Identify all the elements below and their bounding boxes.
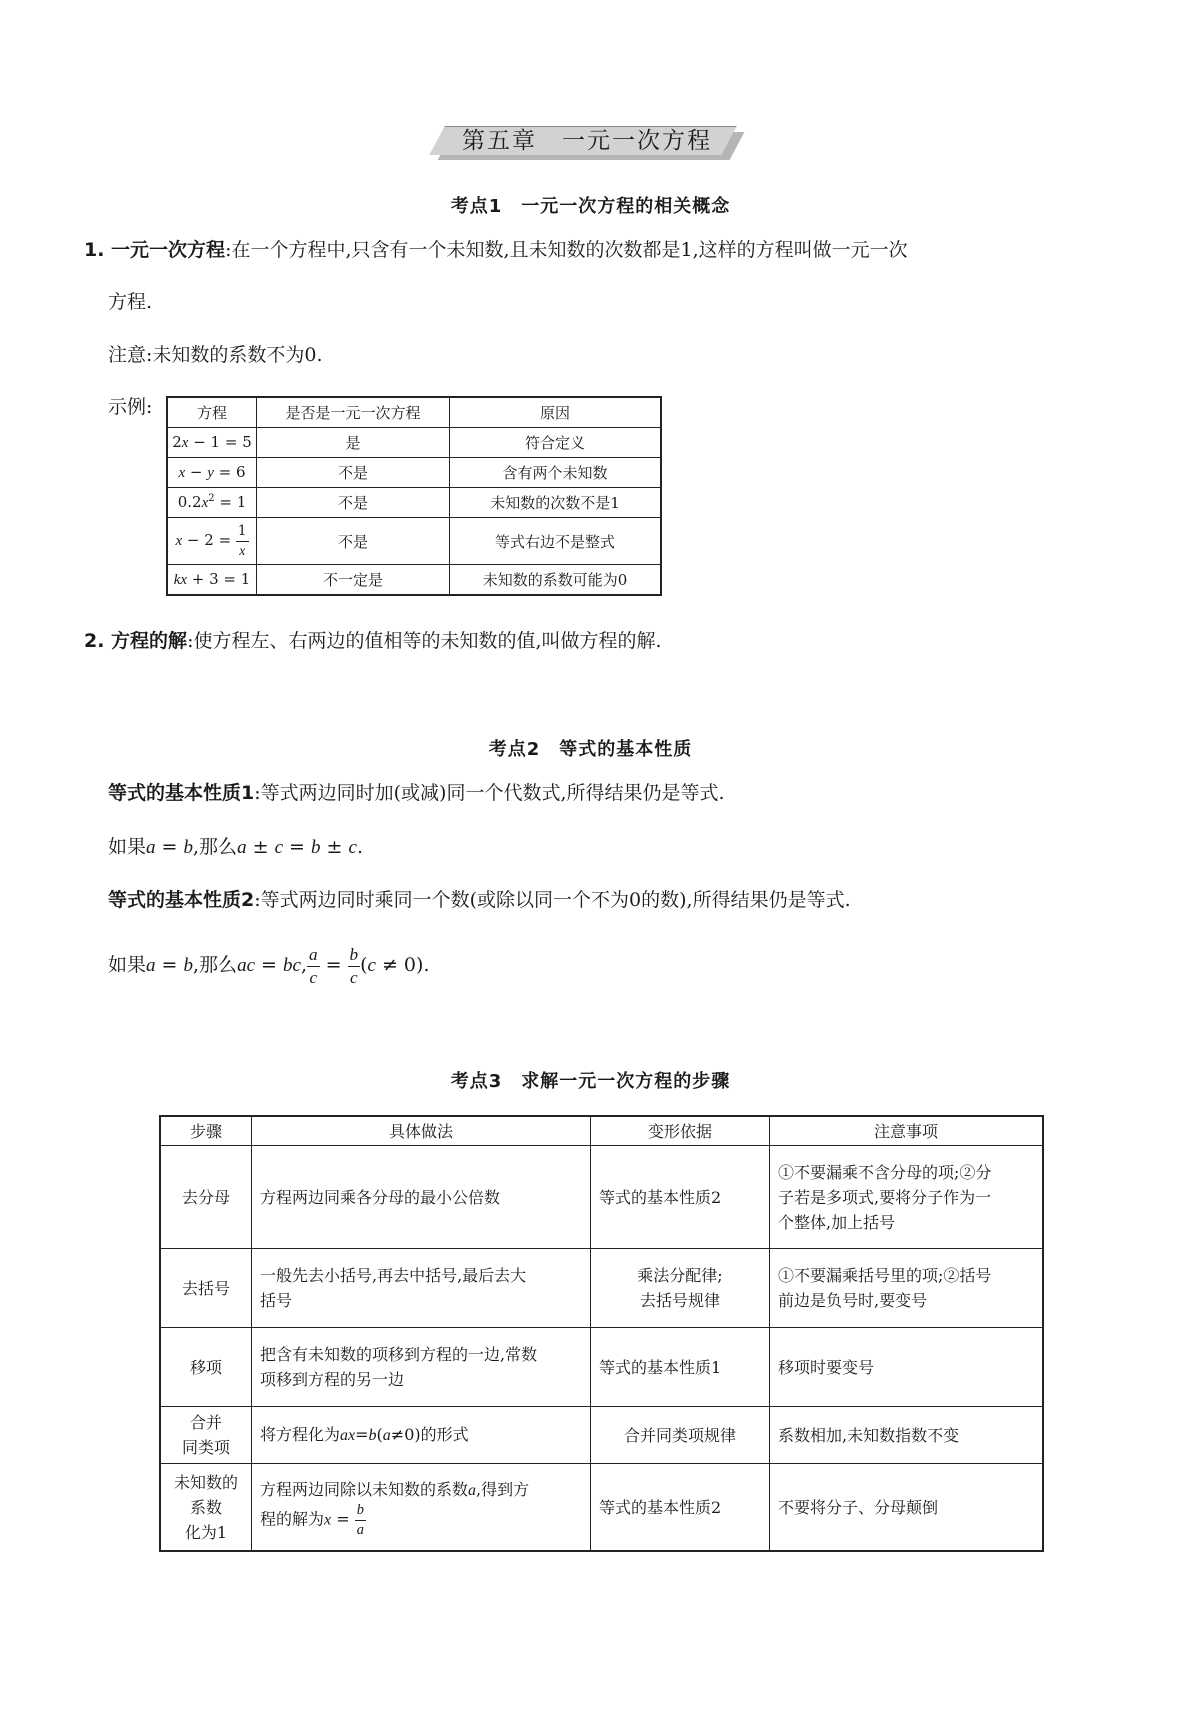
method-line: 项移到方程的另一边	[260, 1370, 405, 1389]
note-cell: 不要将分子、分母颠倒	[770, 1464, 1044, 1552]
step-cell	[160, 1407, 252, 1464]
note-line: 子若是多项式,要将分子作为一	[778, 1187, 992, 1207]
chapter-banner	[437, 126, 737, 160]
basis-cell: 等式的基本性质2	[591, 1146, 770, 1249]
formula: ax	[340, 1427, 356, 1444]
table-row	[167, 488, 661, 518]
step-cell	[160, 1464, 252, 1552]
note-cell: 移项时要变号	[770, 1328, 1044, 1407]
method-line: 一般先去小括号,再去中括号,最后去大	[260, 1266, 527, 1285]
table-row	[167, 458, 661, 488]
reason-cell: 符合定义	[450, 428, 662, 458]
note-line: 前边是负号时,要变号	[778, 1291, 928, 1310]
table-row	[160, 1146, 1043, 1249]
equation-cell: 2x − 1 = 5	[167, 428, 257, 458]
note-line: 个整体,加上括号	[778, 1212, 896, 1232]
header-cell: 步骤	[160, 1116, 252, 1146]
property2-text: :等式两边同时乘同一个数(或除以同一个不为0的数),所得结果仍是等式.	[254, 889, 851, 911]
solution-paragraph	[84, 628, 662, 654]
definition-label: 1. 一元一次方程	[84, 239, 226, 261]
header-cell: 具体做法	[252, 1116, 591, 1146]
basis-line: 乘法分配律;	[637, 1266, 723, 1285]
is-cell: 不是	[257, 458, 450, 488]
note-cell	[770, 1146, 1044, 1249]
equation-cell: x − y = 6	[167, 458, 257, 488]
solution-label: 2. 方程的解	[84, 630, 188, 652]
note-line: ①不要漏乘不含分母的项;②分	[778, 1162, 992, 1182]
step-cell: 移项	[160, 1328, 252, 1407]
property2-paragraph	[108, 887, 851, 913]
step-cell: 去括号	[160, 1249, 252, 1328]
reason-cell: 未知数的系数可能为0	[450, 565, 662, 596]
reason-cell: 等式右边不是整式	[450, 518, 662, 565]
header-cell: 变形依据	[591, 1116, 770, 1146]
table-row	[167, 518, 661, 565]
basis-line: 去括号规律	[639, 1291, 720, 1310]
equation-cell: kx + 3 = 1	[167, 565, 257, 596]
definition-paragraph	[84, 237, 908, 263]
table-row	[160, 1249, 1043, 1328]
basis-cell: 等式的基本性质2	[591, 1464, 770, 1552]
method-line: ,得到方	[476, 1480, 530, 1500]
step-line: 合并	[189, 1413, 222, 1432]
note-line: ①不要漏乘括号里的项;②括号	[778, 1266, 992, 1285]
step-line: 化为1	[184, 1522, 228, 1542]
method-cell: 方程两边同乘各分母的最小公倍数	[252, 1146, 591, 1249]
method-line: 方程两边同除以未知数的系数	[260, 1480, 469, 1500]
property1-text: :等式两边同时加(或减)同一个代数式,所得结果仍是等式.	[254, 782, 725, 804]
is-cell: 是	[257, 428, 450, 458]
example-label: 示例:	[108, 396, 153, 418]
equation-cell: $0.2x^2 = 1$	[167, 488, 257, 518]
basis-cell	[591, 1249, 770, 1328]
table-header-row	[167, 397, 661, 428]
equation-cell: x − 2 = $\frac{1}{x}$	[167, 518, 257, 565]
definition-continued: 方程.	[108, 291, 153, 313]
property1-formula: 如果a = b,那么a ± c = b ± c.	[108, 836, 363, 858]
is-cell: 不是	[257, 488, 450, 518]
table-row	[160, 1328, 1043, 1407]
note-text: 注意:未知数的系数不为0.	[108, 344, 323, 366]
note-cell: 系数相加,未知数指数不变	[770, 1407, 1044, 1464]
header-cell: 注意事项	[770, 1116, 1044, 1146]
note-cell	[770, 1249, 1044, 1328]
table-row	[160, 1464, 1043, 1552]
header-cell: 原因	[450, 397, 662, 428]
step-cell: 去分母	[160, 1146, 252, 1249]
header-cell: 方程	[167, 397, 257, 428]
property2-label: 等式的基本性质2	[108, 889, 255, 911]
solution-text: :使方程左、右两边的值相等的未知数的值,叫做方程的解.	[187, 630, 662, 652]
property1-label: 等式的基本性质1	[108, 782, 255, 804]
step-line: 同类项	[181, 1438, 230, 1457]
method-cell	[252, 1328, 591, 1407]
property1-paragraph	[108, 780, 725, 806]
section2-heading: 考点2 等式的基本性质	[488, 739, 693, 760]
basis-cell: 等式的基本性质1	[591, 1328, 770, 1407]
table-header-row	[160, 1116, 1043, 1146]
method-text: 将方程化为	[260, 1425, 341, 1444]
method-cell: 方程两边同除以未知数的系数a,得到方 程的解为x = $\frac{b}{a}$	[252, 1464, 591, 1552]
step-line: 系数	[189, 1497, 222, 1517]
reason-cell: 含有两个未知数	[450, 458, 662, 488]
is-cell: 不一定是	[257, 565, 450, 596]
step-line: 未知数的	[173, 1472, 238, 1492]
method-cell: 将方程化为ax=b(a≠0)的形式	[252, 1407, 591, 1464]
basis-cell: 合并同类项规律	[591, 1407, 770, 1464]
chapter-title: 第五章 一元一次方程	[462, 128, 712, 154]
header-cell: 是否是一元一次方程	[257, 397, 450, 428]
method-line: 括号	[260, 1291, 293, 1310]
reason-cell: 未知数的次数不是1	[450, 488, 662, 518]
definition-text: :在一个方程中,只含有一个未知数,且未知数的次数都是1,这样的方程叫做一元一次	[225, 239, 908, 261]
table-row	[160, 1407, 1043, 1464]
method-line: 程的解为	[260, 1509, 325, 1529]
section1-heading: 考点1 一元一次方程的相关概念	[450, 196, 731, 217]
is-cell: 不是	[257, 518, 450, 565]
table-row	[167, 565, 661, 596]
method-text: 的形式	[420, 1425, 469, 1444]
section3-heading: 考点3 求解一元一次方程的步骤	[450, 1071, 731, 1092]
property2-formula: 如果a = b,那么ac = bc, $\frac{a}{c}$ = $\frac{b}{c}$ (c ≠ 0).	[108, 945, 430, 987]
method-cell	[252, 1249, 591, 1328]
table-row	[167, 428, 661, 458]
method-line: 把含有未知数的项移到方程的一边,常数	[260, 1345, 538, 1364]
steps-table	[159, 1115, 1044, 1552]
example-table	[166, 396, 662, 596]
